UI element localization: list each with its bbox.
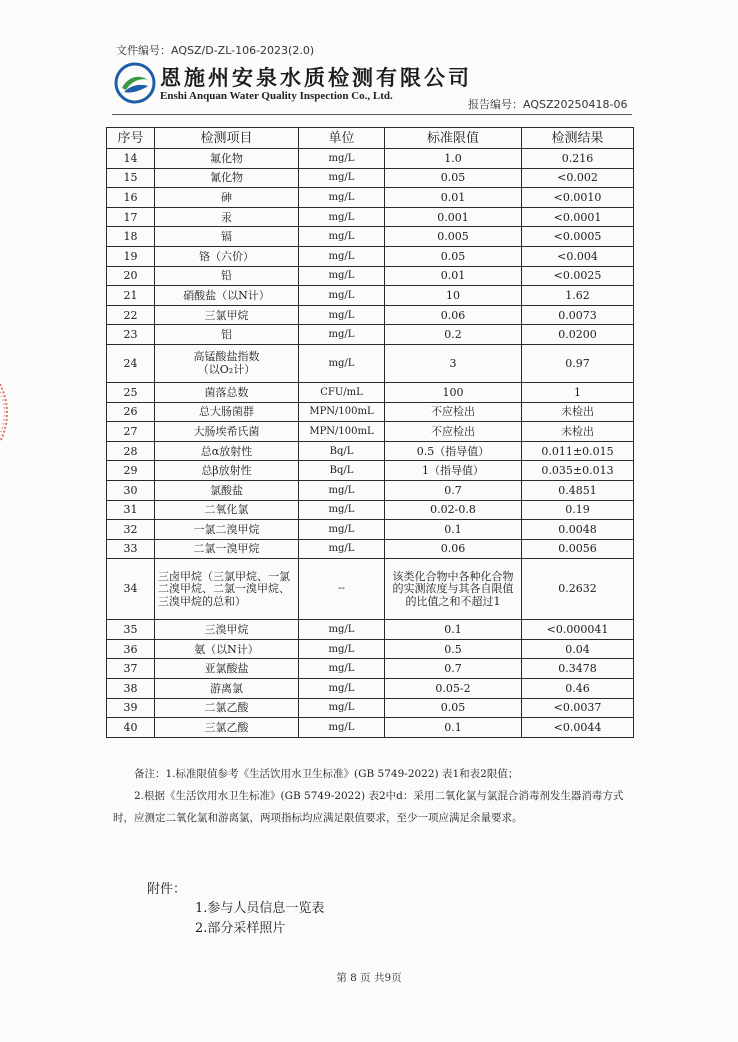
table-row	[107, 480, 634, 500]
test-item: 氨（以N计）	[155, 639, 299, 659]
table-row	[107, 402, 634, 422]
standard-limit: 0.01	[385, 188, 522, 208]
unit: mg/L	[299, 659, 385, 679]
unit: mg/L	[299, 480, 385, 500]
unit: mg/L	[299, 305, 385, 325]
test-result: 0.19	[522, 500, 634, 520]
attachment-item: 1.参与人员信息一览表	[195, 901, 325, 916]
standard-limit: 3	[385, 344, 522, 382]
table-row	[107, 382, 634, 402]
row-number: 20	[107, 266, 155, 286]
table-row	[107, 207, 634, 227]
test-item: 一氯二溴甲烷	[155, 520, 299, 540]
unit: mg/L	[299, 188, 385, 208]
seal-stamp-edge-icon	[0, 378, 26, 448]
unit: mg/L	[299, 639, 385, 659]
test-result: 0.0200	[522, 325, 634, 345]
row-number: 23	[107, 325, 155, 345]
unit: mg/L	[299, 286, 385, 306]
remarks	[113, 763, 635, 829]
company-name-english: Enshi Anquan Water Quality Inspection Co., Ltd.	[160, 90, 393, 102]
row-number: 30	[107, 480, 155, 500]
table-row	[107, 305, 634, 325]
test-item: 游离氯	[155, 679, 299, 699]
unit: MPN/100mL	[299, 402, 385, 422]
test-item: 总大肠菌群	[155, 402, 299, 422]
table-row	[107, 325, 634, 345]
standard-limit: 0.7	[385, 480, 522, 500]
row-number: 36	[107, 639, 155, 659]
test-result: 0.216	[522, 149, 634, 169]
row-number: 35	[107, 620, 155, 640]
standard-limit: 该类化合物中各种化合物的实测浓度与其各自限值的比值之和不超过1	[385, 559, 522, 620]
table-row	[107, 559, 634, 620]
test-item: 铝	[155, 325, 299, 345]
unit: Bq/L	[299, 461, 385, 481]
test-item: 总α放射性	[155, 441, 299, 461]
standard-limit: 0.5（指导值）	[385, 441, 522, 461]
row-number: 18	[107, 227, 155, 247]
test-result: <0.0010	[522, 188, 634, 208]
table-row	[107, 659, 634, 679]
standard-limit: 0.06	[385, 539, 522, 559]
test-item: 亚氯酸盐	[155, 659, 299, 679]
table-row	[107, 461, 634, 481]
company-name-chinese: 恩施州安泉水质检测有限公司	[160, 65, 472, 90]
header-limit: 标准限值	[385, 128, 522, 149]
table-row	[107, 246, 634, 266]
row-number: 27	[107, 422, 155, 442]
unit: mg/L	[299, 539, 385, 559]
test-result: 未检出	[522, 422, 634, 442]
row-number: 37	[107, 659, 155, 679]
standard-limit: 0.02-0.8	[385, 500, 522, 520]
test-result: <0.0044	[522, 718, 634, 738]
report-number: 报告编号：AQSZ20250418-06	[468, 98, 628, 111]
test-result: 未检出	[522, 402, 634, 422]
remark-line-1: 备注：1.标准限值参考《生活饮用水卫生标准》(GB 5749-2022) 表1和表2限值；	[134, 768, 519, 780]
test-item: 砷	[155, 188, 299, 208]
test-result: 0.46	[522, 679, 634, 699]
test-item: 二氧化氯	[155, 500, 299, 520]
test-item: 硝酸盐（以N计）	[155, 286, 299, 306]
row-number: 17	[107, 207, 155, 227]
table-row	[107, 679, 634, 699]
unit: mg/L	[299, 149, 385, 169]
standard-limit: 0.005	[385, 227, 522, 247]
test-item: 二氯乙酸	[155, 698, 299, 718]
table-row	[107, 698, 634, 718]
standard-limit: 0.05	[385, 698, 522, 718]
test-result: <0.0005	[522, 227, 634, 247]
test-item: 氟化物	[155, 149, 299, 169]
test-item: 三溴甲烷	[155, 620, 299, 640]
test-item: 大肠埃希氏菌	[155, 422, 299, 442]
test-result: 0.011±0.015	[522, 441, 634, 461]
test-result: 0.97	[522, 344, 634, 382]
standard-limit: 0.7	[385, 659, 522, 679]
standard-limit: 0.1	[385, 718, 522, 738]
unit: mg/L	[299, 266, 385, 286]
standard-limit: 0.5	[385, 639, 522, 659]
unit: mg/L	[299, 620, 385, 640]
standard-limit: 0.1	[385, 620, 522, 640]
row-number: 40	[107, 718, 155, 738]
table-row	[107, 188, 634, 208]
standard-limit: 0.01	[385, 266, 522, 286]
row-number: 14	[107, 149, 155, 169]
standard-limit: 1.0	[385, 149, 522, 169]
standard-limit: 0.05	[385, 246, 522, 266]
unit: mg/L	[299, 344, 385, 382]
test-result: <0.004	[522, 246, 634, 266]
table-row	[107, 286, 634, 306]
unit: mg/L	[299, 246, 385, 266]
unit: mg/L	[299, 207, 385, 227]
unit: mg/L	[299, 325, 385, 345]
standard-limit: 不应检出	[385, 422, 522, 442]
test-item: 汞	[155, 207, 299, 227]
header-divider	[112, 114, 632, 115]
test-item: 菌落总数	[155, 382, 299, 402]
header-no: 序号	[107, 128, 155, 149]
row-number: 22	[107, 305, 155, 325]
attachment-item: 2.部分采样照片	[195, 921, 286, 936]
test-result: 0.2632	[522, 559, 634, 620]
unit: mg/L	[299, 698, 385, 718]
unit: Bq/L	[299, 441, 385, 461]
standard-limit: 0.001	[385, 207, 522, 227]
row-number: 26	[107, 402, 155, 422]
row-number: 34	[107, 559, 155, 620]
row-number: 16	[107, 188, 155, 208]
table-row	[107, 520, 634, 540]
table-row	[107, 620, 634, 640]
unit: mg/L	[299, 679, 385, 699]
test-result: 0.04	[522, 639, 634, 659]
test-result: <0.002	[522, 168, 634, 188]
header-unit: 单位	[299, 128, 385, 149]
table-header-row	[107, 128, 634, 149]
company-logo-icon	[114, 62, 156, 104]
test-item: 三卤甲烷（三氯甲烷、一氯二溴甲烷、二氯一溴甲烷、三溴甲烷的总和）	[155, 559, 299, 620]
standard-limit: 0.2	[385, 325, 522, 345]
test-item: 镉	[155, 227, 299, 247]
test-item: 高锰酸盐指数 （以O₂计）	[155, 344, 299, 382]
standard-limit: 0.05	[385, 168, 522, 188]
results-table-body	[107, 149, 634, 738]
test-result: 0.0048	[522, 520, 634, 540]
row-number: 39	[107, 698, 155, 718]
row-number: 25	[107, 382, 155, 402]
test-result: 0.035±0.013	[522, 461, 634, 481]
test-result: 1	[522, 382, 634, 402]
standard-limit: 10	[385, 286, 522, 306]
test-result: 0.3478	[522, 659, 634, 679]
row-number: 38	[107, 679, 155, 699]
test-result: 0.0056	[522, 539, 634, 559]
unit: mg/L	[299, 718, 385, 738]
test-result: <0.000041	[522, 620, 634, 640]
standard-limit: 1（指导值）	[385, 461, 522, 481]
test-item: 总β放射性	[155, 461, 299, 481]
attachments-title: 附件：	[147, 882, 187, 897]
test-item: 三氯甲烷	[155, 305, 299, 325]
table-row	[107, 266, 634, 286]
row-number: 21	[107, 286, 155, 306]
table-row	[107, 718, 634, 738]
results-table	[106, 127, 634, 738]
standard-limit: 0.06	[385, 305, 522, 325]
unit: CFU/mL	[299, 382, 385, 402]
standard-limit: 不应检出	[385, 402, 522, 422]
test-item: 氰化物	[155, 168, 299, 188]
table-row	[107, 227, 634, 247]
test-result: <0.0037	[522, 698, 634, 718]
table-row	[107, 422, 634, 442]
table-row	[107, 344, 634, 382]
unit: mg/L	[299, 520, 385, 540]
table-row	[107, 168, 634, 188]
test-result: 1.62	[522, 286, 634, 306]
test-item: 铬（六价）	[155, 246, 299, 266]
row-number: 28	[107, 441, 155, 461]
test-item: 铅	[155, 266, 299, 286]
table-row	[107, 500, 634, 520]
row-number: 19	[107, 246, 155, 266]
table-row	[107, 149, 634, 169]
header-item: 检测项目	[155, 128, 299, 149]
row-number: 29	[107, 461, 155, 481]
row-number: 31	[107, 500, 155, 520]
page-number: 第 8 页 共9页	[336, 972, 402, 984]
test-result: <0.0001	[522, 207, 634, 227]
table-row	[107, 441, 634, 461]
test-result: <0.0025	[522, 266, 634, 286]
test-result: 0.0073	[522, 305, 634, 325]
unit: mg/L	[299, 500, 385, 520]
standard-limit: 0.05-2	[385, 679, 522, 699]
header-result: 检测结果	[522, 128, 634, 149]
table-row	[107, 539, 634, 559]
remark-line-2: 2.根据《生活饮用水卫生标准》(GB 5749-2022) 表2中d：采用二氧化氯与氯混合消毒剂发生器消毒方式时，应测定二氧化氯和游离氯，两项指标均应满足限值要求，至少一项应满足余量要求。	[113, 790, 624, 824]
test-result: 0.4851	[522, 480, 634, 500]
row-number: 15	[107, 168, 155, 188]
test-item: 氯酸盐	[155, 480, 299, 500]
unit: MPN/100mL	[299, 422, 385, 442]
unit: --	[299, 559, 385, 620]
test-item: 三氯乙酸	[155, 718, 299, 738]
row-number: 24	[107, 344, 155, 382]
attachments-list	[195, 899, 324, 939]
row-number: 33	[107, 539, 155, 559]
document-number: 文件编号：AQSZ/D-ZL-106-2023(2.0)	[116, 44, 315, 57]
standard-limit: 100	[385, 382, 522, 402]
test-item: 二氯一溴甲烷	[155, 539, 299, 559]
row-number: 32	[107, 520, 155, 540]
unit: mg/L	[299, 227, 385, 247]
standard-limit: 0.1	[385, 520, 522, 540]
unit: mg/L	[299, 168, 385, 188]
table-row	[107, 639, 634, 659]
